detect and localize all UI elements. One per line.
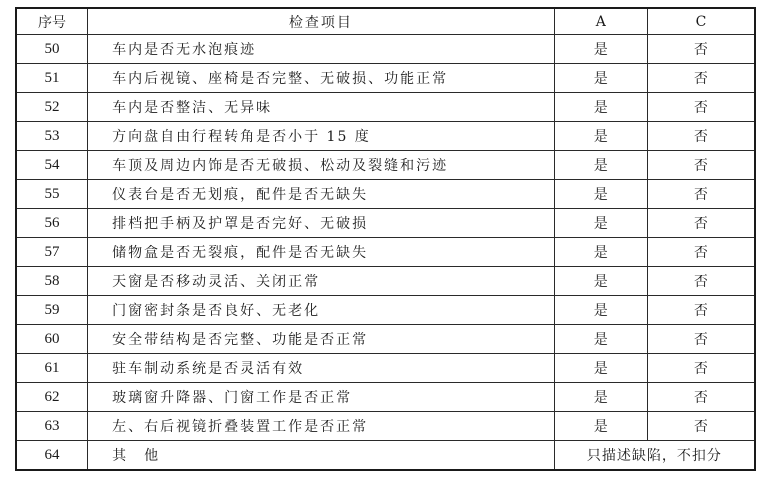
row-item: 其 他 xyxy=(88,441,555,471)
table-row xyxy=(16,383,755,412)
row-c: 否 xyxy=(647,151,755,180)
row-c: 否 xyxy=(647,267,755,296)
row-a: 是 xyxy=(554,151,647,180)
row-no: 54 xyxy=(16,151,88,180)
row-no: 62 xyxy=(16,383,88,412)
row-no: 51 xyxy=(16,64,88,93)
row-c: 否 xyxy=(647,64,755,93)
row-a: 是 xyxy=(554,93,647,122)
row-a: 是 xyxy=(554,412,647,441)
row-item: 玻璃窗升降器、门窗工作是否正常 xyxy=(88,383,555,412)
row-a: 是 xyxy=(554,238,647,267)
table-row xyxy=(16,180,755,209)
row-a: 是 xyxy=(554,354,647,383)
table-row xyxy=(16,93,755,122)
row-no: 60 xyxy=(16,325,88,354)
row-c: 否 xyxy=(647,354,755,383)
table-row xyxy=(16,412,755,441)
row-a: 是 xyxy=(554,325,647,354)
row-c: 否 xyxy=(647,180,755,209)
header-item: 检查项目 xyxy=(88,8,555,35)
table-body xyxy=(16,35,755,471)
table-row xyxy=(16,64,755,93)
table-row-last xyxy=(16,441,755,471)
row-c: 否 xyxy=(647,296,755,325)
inspection-table xyxy=(15,7,756,471)
row-a: 是 xyxy=(554,267,647,296)
row-item: 驻车制动系统是否灵活有效 xyxy=(88,354,555,383)
header-a: A xyxy=(554,8,647,35)
row-item: 仪表台是否无划痕，配件是否无缺失 xyxy=(88,180,555,209)
row-item: 门窗密封条是否良好、无老化 xyxy=(88,296,555,325)
row-no: 61 xyxy=(16,354,88,383)
header-no: 序号 xyxy=(16,8,88,35)
row-item: 车顶及周边内饰是否无破损、松动及裂缝和污迹 xyxy=(88,151,555,180)
row-item: 车内后视镜、座椅是否完整、无破损、功能正常 xyxy=(88,64,555,93)
table-row xyxy=(16,296,755,325)
row-c: 否 xyxy=(647,122,755,151)
row-no: 63 xyxy=(16,412,88,441)
row-no: 52 xyxy=(16,93,88,122)
table-row xyxy=(16,209,755,238)
row-a: 是 xyxy=(554,209,647,238)
row-item: 天窗是否移动灵活、关闭正常 xyxy=(88,267,555,296)
row-item: 储物盒是否无裂痕，配件是否无缺失 xyxy=(88,238,555,267)
row-no: 53 xyxy=(16,122,88,151)
row-c: 否 xyxy=(647,238,755,267)
table-row xyxy=(16,354,755,383)
table-row xyxy=(16,267,755,296)
table-row xyxy=(16,151,755,180)
row-c: 否 xyxy=(647,325,755,354)
row-item: 安全带结构是否完整、功能是否正常 xyxy=(88,325,555,354)
row-no: 59 xyxy=(16,296,88,325)
row-a: 是 xyxy=(554,35,647,64)
row-item: 方向盘自由行程转角是否小于 15 度 xyxy=(88,122,555,151)
row-no: 58 xyxy=(16,267,88,296)
row-a: 是 xyxy=(554,122,647,151)
row-no: 57 xyxy=(16,238,88,267)
row-no: 50 xyxy=(16,35,88,64)
row-c: 否 xyxy=(647,35,755,64)
row-item: 车内是否无水泡痕迹 xyxy=(88,35,555,64)
row-a: 是 xyxy=(554,64,647,93)
row-c: 否 xyxy=(647,383,755,412)
row-c: 否 xyxy=(647,93,755,122)
row-item: 左、右后视镜折叠装置工作是否正常 xyxy=(88,412,555,441)
table-row xyxy=(16,35,755,64)
row-item: 排档把手柄及护罩是否完好、无破损 xyxy=(88,209,555,238)
row-no: 64 xyxy=(16,441,88,471)
row-c: 否 xyxy=(647,209,755,238)
row-merged-note: 只描述缺陷，不扣分 xyxy=(554,441,755,471)
table-row xyxy=(16,122,755,151)
table-row xyxy=(16,325,755,354)
row-c: 否 xyxy=(647,412,755,441)
row-a: 是 xyxy=(554,180,647,209)
row-no: 55 xyxy=(16,180,88,209)
row-a: 是 xyxy=(554,296,647,325)
row-no: 56 xyxy=(16,209,88,238)
row-item: 车内是否整洁、无异味 xyxy=(88,93,555,122)
header-c: C xyxy=(647,8,755,35)
table-row xyxy=(16,238,755,267)
row-a: 是 xyxy=(554,383,647,412)
header-row xyxy=(16,8,755,35)
